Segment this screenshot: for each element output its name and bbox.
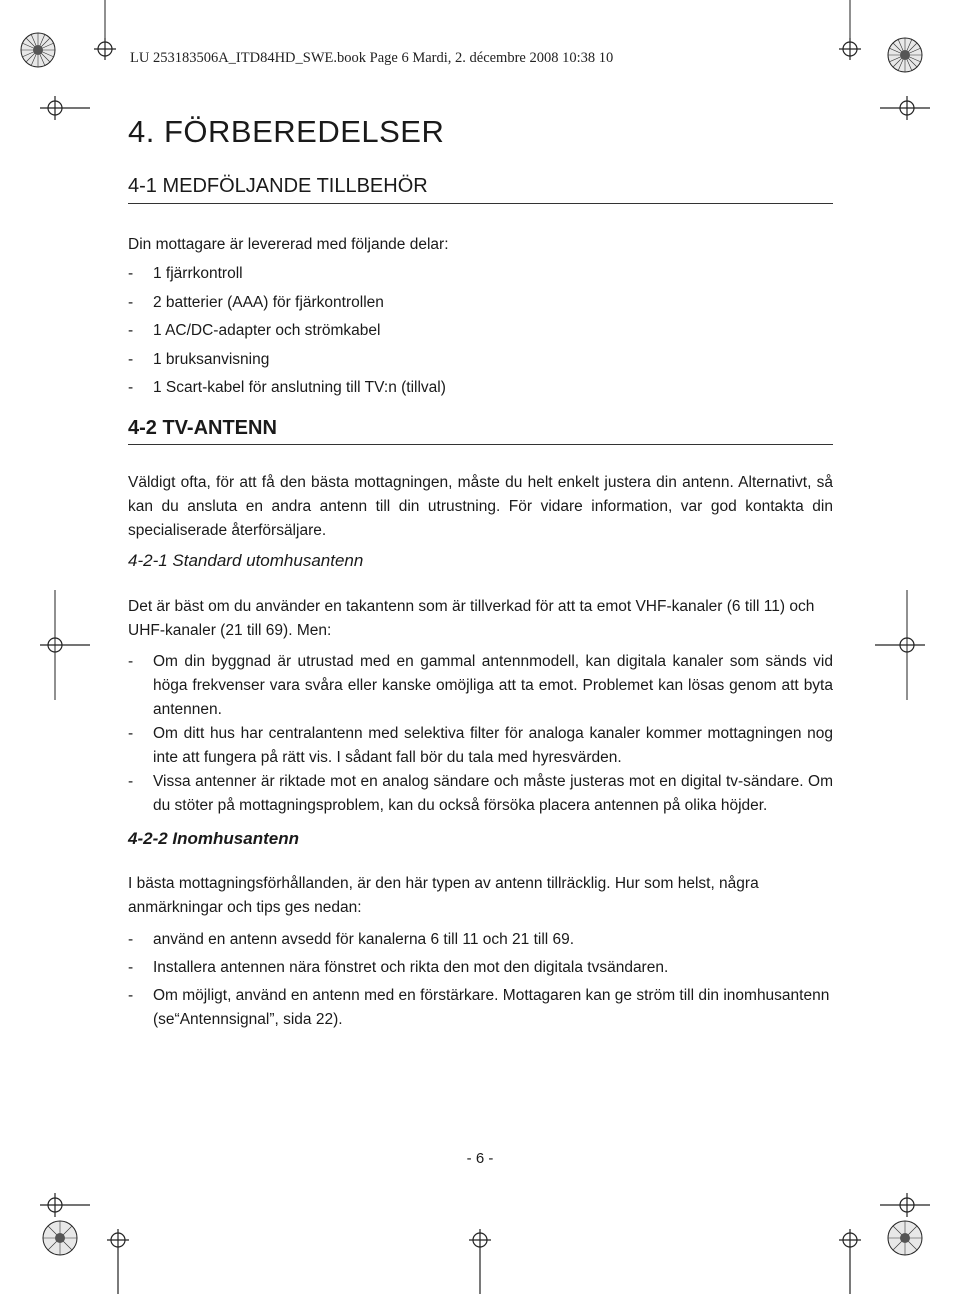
subsection-2-intro: I bästa mottagningsförhållanden, är den här typen av antenn tillräcklig. Hur som helst, några anmärkningar och tips ges nedan:	[128, 875, 759, 916]
registration-mark-icon	[875, 590, 935, 700]
registration-mark-icon	[30, 590, 90, 700]
starburst-mark-icon	[885, 35, 925, 75]
subsection-2-title: 4-2-2 Inomhusantenn	[128, 829, 299, 848]
list-item: - 2 batterier (AAA) för fjärkontrollen	[128, 293, 384, 311]
registration-mark-icon	[90, 1200, 150, 1294]
section-2-rule	[128, 444, 833, 445]
running-head: LU 253183506A_ITD84HD_SWE.book Page 6 Mardi, 2. décembre 2008 10:38 10	[130, 50, 614, 66]
subsection-1-list	[128, 650, 833, 818]
registration-mark-icon	[450, 1200, 510, 1294]
starburst-mark-icon	[885, 1218, 925, 1258]
list-item: - 1 fjärrkontroll	[128, 265, 243, 282]
list-item: - Installera antennen nära fönstret och rikta den mot den digitala tvsändaren.	[128, 959, 669, 976]
section-1-intro: Din mottagare är levererad med följande delar:	[128, 236, 449, 253]
list-item: - Vissa antenner är riktade mot en analog sändare och måste justeras mot en digital tv-sändare. Om du stöter på mottagningsproblem, kan du också försöka placera antennen på olika höjder.	[128, 773, 833, 814]
registration-mark-icon	[880, 90, 940, 130]
list-item: - använd en antenn avsedd för kanalerna 6 till 11 och 21 till 69.	[128, 931, 575, 948]
list-item: - Om möjligt, använd en antenn med en förstärkare. Mottagaren kan ge ström till din inomhusantenn (se“Antennsignal”, sida 22).	[128, 987, 830, 1028]
registration-mark-icon	[30, 90, 90, 130]
list-item: - 1 bruksanvisning	[128, 350, 270, 368]
starburst-mark-icon	[40, 1218, 80, 1258]
section-1-title: 4-1 MEDFÖLJANDE TILLBEHÖR	[128, 175, 428, 197]
registration-mark-icon	[820, 1200, 880, 1294]
starburst-mark-icon	[18, 30, 58, 70]
page-number: - 6 -	[466, 1150, 494, 1167]
subsection-1-intro: Det är bäst om du använder en takantenn som är tillverkad för att ta emot VHF-kanaler (6 till 11) och UHF-kanaler (21 till 69). Men:	[128, 598, 815, 639]
chapter-title: 4. FÖRBEREDELSER	[128, 114, 445, 149]
section-2-intro: Väldigt ofta, för att få den bästa mottagningen, måste du helt enkelt justera din antenn. Alternativt, så kan du ansluta en andra antenn till din utrustning. För vidare information, var god kontakta din specialiserade återförsäljare.	[128, 474, 833, 539]
list-item: - 1 Scart-kabel för anslutning till TV:n (tillval)	[128, 379, 446, 396]
subsection-1-title: 4-2-1 Standard utomhusantenn	[128, 551, 364, 570]
list-item: - Om din byggnad är utrustad med en gammal antennmodell, kan digitala kanaler som sänds vid höga frekvenser vara svåra eller kanske omöjliga att ta emot. Problemet kan lösas genom att byta antennen.	[128, 653, 833, 718]
registration-mark-icon	[820, 0, 880, 100]
section-2-title: 4-2 TV-ANTENN	[128, 417, 277, 439]
subsection-2-list	[128, 928, 833, 1032]
section-1-rule	[128, 203, 833, 204]
list-item: - 1 AC/DC-adapter och strömkabel	[128, 322, 381, 339]
accessory-list	[128, 262, 728, 405]
list-item: - Om ditt hus har centralantenn med selektiva filter för analoga kanaler kommer mottagningen nog inte att fungera på rätt vis. I sådant fall bör du tala med hyresvärden.	[128, 725, 833, 766]
